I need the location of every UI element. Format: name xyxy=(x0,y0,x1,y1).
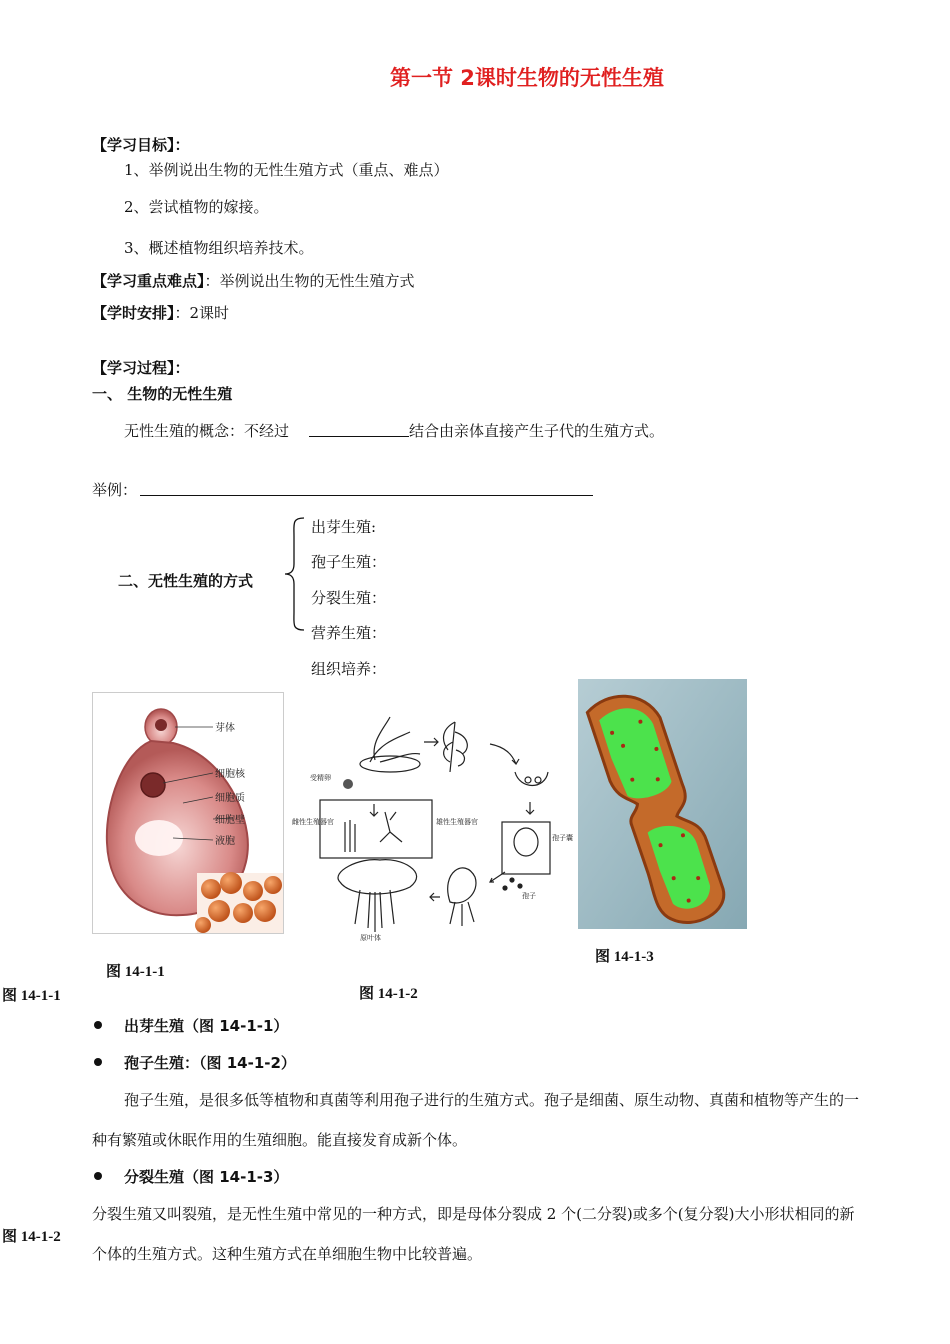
figure-fern-lifecycle xyxy=(290,692,575,944)
caption-fig1: 图 14-1-1 xyxy=(106,964,165,980)
label-cell-wall: 细胞壁 xyxy=(215,815,245,826)
label-prothallus: 原叶体 xyxy=(360,934,381,942)
caption-fig2: 图 14-1-2 xyxy=(359,986,418,1002)
method-spore: 孢子生殖： xyxy=(311,553,387,571)
bullet-spore: 孢子生殖：（图 14-1-2） xyxy=(124,1054,296,1072)
key-points-text: ：举例说出生物的无性生殖方式 xyxy=(204,272,415,290)
label-female-organ: 雌性生殖器官 xyxy=(292,818,334,826)
example-label: 举例： xyxy=(92,481,138,499)
objective-item-2: 2、尝试植物的嫁接。 xyxy=(124,198,269,216)
bullet-dot xyxy=(94,1058,102,1066)
label-vacuole: 液胞 xyxy=(215,836,235,847)
objectives-heading: 【学习目标】： xyxy=(92,136,190,154)
fission-paragraph: 分裂生殖又叫裂殖，是无性生殖中常见的一种方式，即是母体分裂成 2 个(二分裂)或多个(复分裂)大小形状相同的新个体的生殖方式。这种生殖方式在单细胞生物中比较普遍。 xyxy=(92,1205,855,1263)
label-cytoplasm: 细胞质 xyxy=(215,793,245,804)
cell-nucleus xyxy=(141,773,165,797)
method-fission: 分裂生殖： xyxy=(311,589,387,607)
margin-caption-fig2: 图 14-1-2 xyxy=(2,1229,61,1245)
schedule-text: ：2课时 xyxy=(174,304,230,322)
schedule xyxy=(92,302,229,323)
label-zygote: 受精卵 xyxy=(310,774,331,782)
zygote-dot xyxy=(343,779,353,789)
label-male-organ: 雄性生殖器官 xyxy=(436,818,478,826)
bud-nucleus xyxy=(155,719,167,731)
method-budding: 出芽生殖: xyxy=(311,518,377,536)
method-tissue-culture: 组织培养： xyxy=(311,660,387,678)
section2-heading: 二、无性生殖的方式 xyxy=(118,572,254,590)
process-heading: 【学习过程】： xyxy=(92,359,190,377)
concept-after: 结合由亲体直接产生子代的生殖方式。 xyxy=(409,422,665,440)
key-points-label: 【学习重点难点】 xyxy=(92,272,205,290)
schedule-label: 【学时安排】 xyxy=(92,304,175,322)
method-vegetative: 营养生殖： xyxy=(311,624,387,642)
label-bud: 芽体 xyxy=(215,723,235,734)
margin-caption-fig1: 图 14-1-1 xyxy=(2,988,61,1004)
bullet-dot xyxy=(94,1172,102,1180)
objective-item-1: 1、举例说出生物的无性生殖方式（重点、难点） xyxy=(124,161,449,179)
spore-paragraph: 孢子生殖，是很多低等植物和真菌等利用孢子进行的生殖方式。孢子是细菌、原生动物、真菌和植物等产生的一种有繁殖或休眠作用的生殖细胞。能直接发育成新个体。 xyxy=(92,1091,860,1149)
figure-yeast-budding xyxy=(92,692,284,934)
example-blank[interactable] xyxy=(140,495,593,496)
caption-fig3: 图 14-1-3 xyxy=(595,949,654,965)
page-title: 第一节 2课时生物的无性生殖 xyxy=(390,66,664,90)
bullet-fission: 分裂生殖（图 14-1-3） xyxy=(124,1168,289,1186)
concept-blank[interactable] xyxy=(309,436,409,437)
objective-item-3: 3、概述植物组织培养技术。 xyxy=(124,239,314,257)
bullet-budding: 出芽生殖（图 14-1-1） xyxy=(124,1017,289,1035)
label-sporangium: 孢子囊 xyxy=(552,834,573,842)
label-nucleus: 细胞核 xyxy=(215,769,245,780)
figure-binary-fission xyxy=(578,679,747,929)
key-points xyxy=(92,270,415,291)
label-spore: 孢子 xyxy=(522,892,536,900)
curly-brace-icon xyxy=(282,516,308,632)
concept-before: 无性生殖的概念：不经过 xyxy=(124,422,290,440)
bullet-dot xyxy=(94,1021,102,1029)
section1-heading: 一、 生物的无性生殖 xyxy=(92,385,233,403)
